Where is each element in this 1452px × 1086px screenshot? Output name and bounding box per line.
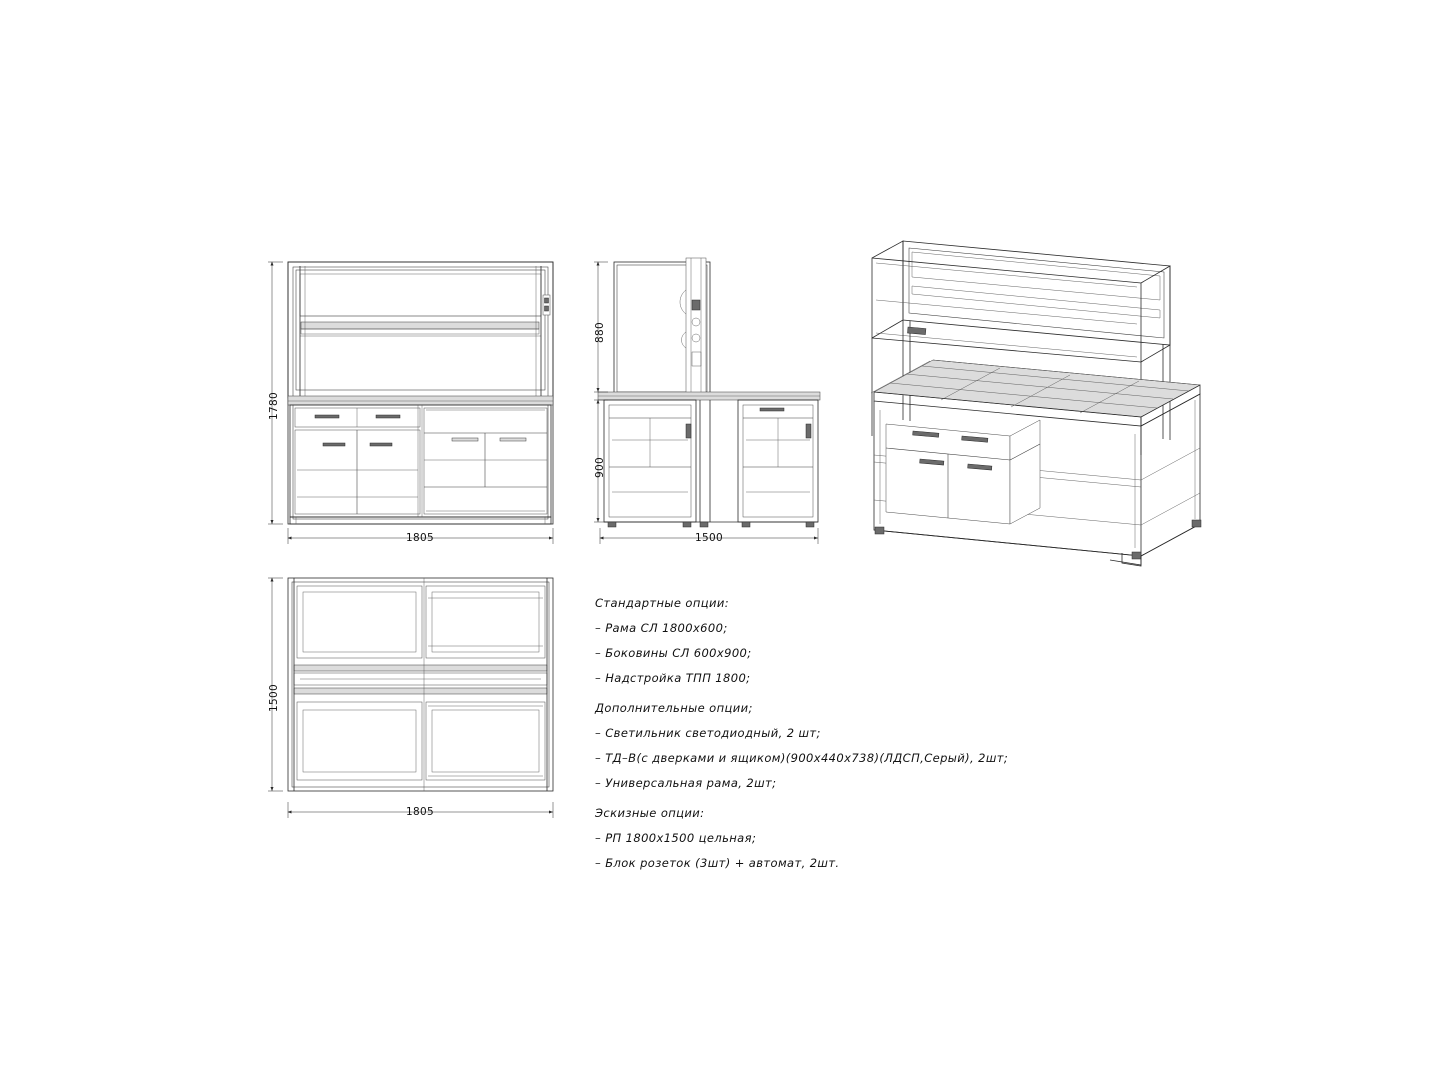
front-elevation-geometry bbox=[288, 262, 553, 524]
spec-item: – Рама СЛ 1800х600; bbox=[595, 621, 728, 635]
front-width-dimension: 1805 bbox=[406, 532, 434, 544]
top-depth-dimension: 1500 bbox=[268, 684, 280, 712]
spec-item: – Светильник светодиодный, 2 шт; bbox=[595, 726, 821, 740]
side-elevation-geometry bbox=[598, 258, 820, 527]
spec-item: – Надстройка ТПП 1800; bbox=[595, 671, 751, 685]
spec-group-sketch bbox=[595, 806, 1025, 870]
front-height-dimension: 1780 bbox=[268, 392, 280, 420]
spec-group-standard bbox=[595, 596, 1025, 685]
side-width-dimension: 1500 bbox=[695, 532, 723, 544]
spec-item: – Блок розеток (3шт) + автомат, 2шт. bbox=[595, 856, 840, 870]
spec-item: – ТД–В(с дверками и ящиком)(900х440х738)(ЛДСП,Серый), 2шт; bbox=[595, 751, 1009, 765]
spec-group-title: Эскизные опции: bbox=[595, 806, 705, 820]
top-plan-geometry bbox=[288, 578, 553, 791]
spec-item: – Универсальная рама, 2шт; bbox=[595, 776, 777, 790]
spec-group-title: Дополнительные опции; bbox=[595, 701, 753, 715]
spec-group-title: Стандартные опции: bbox=[595, 596, 730, 610]
spec-group-additional bbox=[595, 701, 1025, 790]
spec-item: – Боковины СЛ 600х900; bbox=[595, 646, 752, 660]
top-width-dimension: 1805 bbox=[406, 806, 434, 818]
specification-list bbox=[595, 596, 1025, 886]
spec-item: – РП 1800х1500 цельная; bbox=[595, 831, 757, 845]
side-lower-height-dimension: 900 bbox=[594, 457, 606, 478]
isometric-geometry bbox=[871, 241, 1201, 566]
side-upper-height-dimension: 880 bbox=[594, 322, 606, 343]
